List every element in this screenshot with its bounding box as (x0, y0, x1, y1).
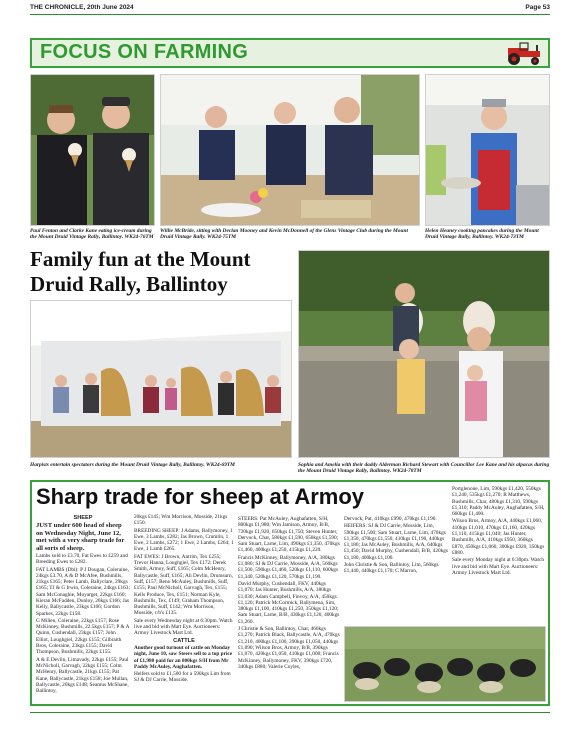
photo-vintage-club (160, 74, 420, 226)
photo-ice-cream-image (31, 75, 155, 226)
story-column-3 (238, 516, 340, 671)
story-paragraph: Heifers sold to £1,500 for a 590kgs Lim from SJ & DJ Carrie, Mosside. (134, 671, 231, 684)
story-paragraph: Another good turnout of cattle on Monday night, June 10, saw Steers sell to a top price of £1,980 paid for an 800kgs S/H from Mr Paddy McAuley, Aughafatten. (134, 644, 233, 670)
tractor-icon (494, 42, 544, 66)
section-banner (30, 38, 550, 68)
section-heading-cattle: CATTLE (173, 637, 195, 644)
page-number: Page 53 (525, 4, 550, 11)
photo-alpacas (298, 250, 550, 458)
story-paragraph: David Murphy, Cushendall, FKV, 440kgs £1,070; Jas Hunter, Bushmills, A/A, 380kgs £1,030; Adam Campbell, Finvoy, A/A, 450kgs £1,120; Patrick McCormick, Ballymena, Sim, 380kgs £1,100, 410kgs £1,250, 350kgs £1,120; Sam Stuart, Larne, B/B, 430kgs £1,120, 400kgs £1,260. (238, 580, 340, 625)
banner-title: FOCUS ON FARMING (40, 41, 249, 63)
story-paragraph: BREEDING SHEEP: J Adams, Ballymoney, 1 Ewe, 3 Lambs, £282; Jas Brown, Crumlin, 1 Ewe, 2 Lambs, £272; 1 Ewe, 2 Lambs, £264; 1 Ewe, 1 Lamb £265. (134, 527, 234, 553)
photo-sheep-flock (344, 626, 546, 702)
story-paragraph: Portglenone, Lim, 590kgs £1,420, 550kgs £1,240, 535kgs £1,270; R Matthews, Bushmills, Char, 480kgs £1,310, 590kgs £1,310; Paddy McAuley, Aughafatten, S/H, 660kgs £1,400. (452, 486, 545, 518)
story-paragraph: G Millen, Coleraine, 22kgs £157; Rose McKinney, Bushmills, 22.5kgs £157; P & A Quinn, Cushendall, 23kgs £157; John Elliot, Loughgiel, 22kgs £155; Gilbraith Bros, Coleraine, 23kgs £155; David Thompson, Bushmills, 22kgs £155. (36, 617, 130, 656)
photo-alpacas-image (299, 251, 550, 458)
sheep-trade-story (30, 480, 550, 706)
story-paragraph: FAT EWES: J Brown, Antrim, Tex £255; Trevor Hanna, Loughgiel, Tex £172; Derek Smith, Armoy, Suff, £165; Colm McHenry, Ballycastle, Suff, £165; Ali Devlin, Drumsurn, Suff, £157; Reno McAuley, Bushmills, Suff, £155; Paul McNicholl, Garvagh, Tex, £155; Kells Produce, Tex, £151; Norman Kyle, Bushmills, Tex, £149; Graham Thompson, Bushmills, Suff, £142; Wm Morrison, Mosside, c/b's £135. (134, 553, 233, 617)
photo-pancakes (425, 74, 550, 226)
caption-pancakes: Helen Heaney cooking pancakes during the Mount Druid Vintage Rally, Ballintoy. WK24-73TM (425, 228, 539, 241)
photo-pancakes-image (426, 75, 550, 226)
caption-vintage-club: Willie McBride, sitting with Declan Mooney and Kevin McDonnell of the Glens Vintage Club during the Mount Druid Vintage Rally. WK24-75TM (160, 228, 408, 241)
photo-vintage-club-image (161, 75, 420, 226)
story-paragraph: 20kgs £145; Wm Morrison, Mosside, 21kgs £150. (134, 514, 228, 527)
story-headline: Sharp trade for sheep at Armoy (36, 484, 365, 509)
story-paragraph: Lambs sold to £3.70, Fat Ewes to £259 and Breeding Ewes to £282. (36, 552, 128, 566)
story-column-5 (452, 486, 546, 577)
story-paragraph: STEERS: Pat McAuley, Aughafatten, S/H, 800kgs £1,980; Wm Jamison, Armoy, B/B, 720kgs £1,920, 650kgs £1,750; Steven Hunter, Dervock, Char, 580kgs £1,590, 650kgs £1,590; Sam Stuart, Larne, Lim, 490kgs £1,350, 470kgs £1,460, 400kgs £1,250, 415kgs £1,220. (238, 516, 340, 554)
story-paragraph: Sale every Wednesday night at 6:30pm. Watch live and bid with Mart Eye. Auctioneers: Armoy Livestock Mart Ltd. (134, 617, 233, 637)
story-column-2 (134, 514, 234, 685)
story-column-4 (344, 516, 448, 576)
story-paragraph: Sale every Monday night at 6:30pm. Watch live and bid with Mart Eye. Auctioneers: Armoy Livestock Mart Ltd. (452, 557, 545, 576)
caption-alpacas: Sophia and Amelia with their daddy Alderman Richard Stewart with Councillor Lee Kane and his alpacas during the Mount Druid Vintage Rally, Ballintoy. WK24-78TM (298, 462, 550, 475)
photo-harpists-image (31, 301, 292, 458)
newspaper-masthead: THE CHRONICLE, 20th June 2024 (30, 4, 134, 11)
story-paragraph: FAT LAMBS (Dbl): P J Dougan, Coleraine, 24kgs £3.70, A & D McAfee, Bushmills, 21kgs £165; Peter Lamb, Ballyclare, 29kgs £165; TJ & G Irwin, Coleraine, 24kgs £163; Sam McConaghie, Moyarget, 22kgs £160; Kieran McFadden, Dunloy, 20kgs £166; Jas Kelly, Ballycastle, 23kgs £166; Gordon Sparkes, 22kgs £158. (36, 566, 130, 617)
header-rule (30, 14, 550, 15)
photo-sheep-flock-image (345, 627, 546, 702)
photo-harpists (30, 300, 292, 458)
photo-ice-cream (30, 74, 155, 226)
story-paragraph: J Christie & Son, Ballintoy, Char, 460kgs £1,270; Patrick Black, Ballycastle, A/A, 470kgs £1,210, 400kgs £1,100, 390kgs £1,050, 440kgs £1,090; Wilson Bros, Armoy, B/B, 390kgs £1,070, 420kgs £1,050, 410kgs £1,000; Francis McKinney, Ballymoney, FKV, 390kgs £720, 340kgs £880; Valerie Coyles, (238, 626, 340, 670)
caption-harpists: Harpists entertain spectators during the Mount Druid Vintage Rally, Ballintoy. WK24-69TM (30, 462, 235, 468)
feature-headline: Family fun at the Mount Druid Rally, Ballintoy (30, 247, 251, 296)
story-paragraph: John Christie & Son, Ballintoy, Lim, 560kgs £1,440, 440kgs £1,170; C Marron, (344, 562, 439, 575)
footer-rule (30, 712, 550, 713)
story-paragraph: A & E Devlin, Limavady, 22kgs £155; Paul McNicholl, Garvagh, 22kgs £155; Colm McHenry, Ballycastle, 21kgs £155; Pat Kane, Ballycastle, 21kgs £158; Joe Mullan, Ballycastle, 20kgs £148; Seamus McShane, Ballintoy, (36, 656, 129, 695)
story-paragraph: Wilson Bros, Armoy, A/A, 440kgs £1,060, 410kgs £1,010, 470kgs £1,160, 420kgs £1,110, 415kgs £1,040; Jas Hunter, Bushmills, A/A, 410kgs £950, 360kgs £870, 450kgs £1,060, 300kgs £920, 350kgs £880. (452, 518, 545, 556)
story-paragraph: Francis McKinney, Ballymoney, A/A, 380kgs £1,080; SJ & DJ Carrie, Mosside, A/A, 560kgs £1,500, 590kgs £1,460, 520kgs £1,110, 600kgs £1,340, 520kgs £1,120, 570kgs £1,190. (238, 554, 339, 580)
section-heading-sheep: SHEEP (73, 515, 93, 521)
story-column-1 (36, 514, 130, 695)
caption-ice-cream: Paul Fenton and Clarke Kane eating ice-cream during the Mount Druid Vintage Rally, Ballintoy. WK24-76TM (30, 228, 154, 241)
story-paragraph: Dervock, Pat, 410kgs £990, 470kgs £1,190. (344, 516, 437, 522)
story-lead: JUST under 600 head of sheep on Wednesday Night, June 12, met with a very sharp trade for all sorts of sheep. (36, 522, 125, 552)
story-paragraph: HEIFERS: SJ & DJ Carrie, Mosside, Lim, 590kgs £1,500; Sam Stuart, Larne, Lim, 470kgs £1,350, 470kgs £1,550, 410kgs £1,190, 440kgs £1,180; Jas McAuley, Bushmills, A/A, 640kgs £1,450; David Murphy, Cushendall, B/B, 420kgs £1,180, 400kgs £1,100. (344, 523, 448, 561)
